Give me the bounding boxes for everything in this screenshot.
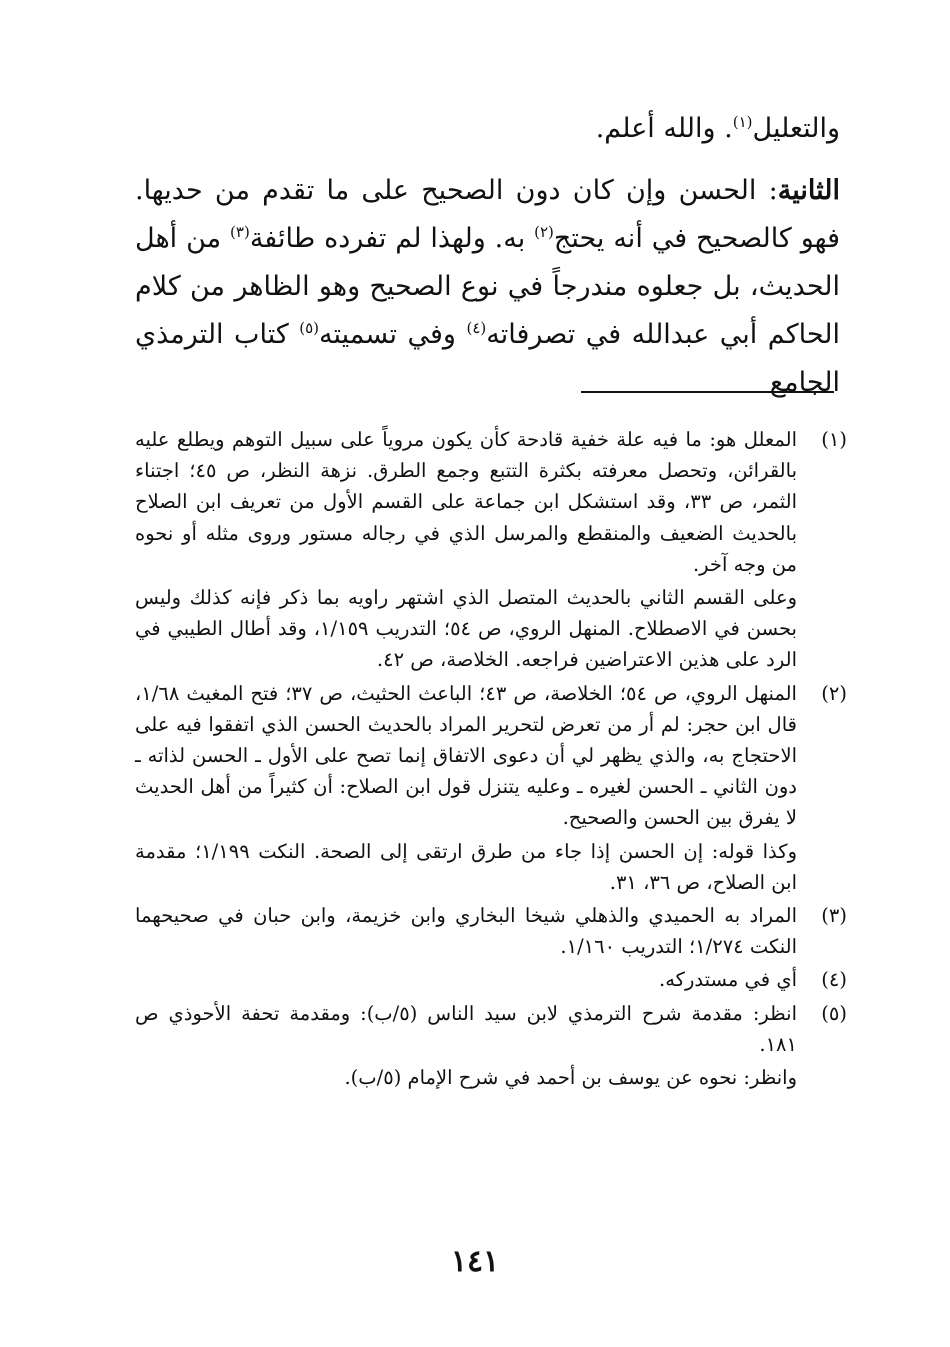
footnotes [135, 424, 847, 1095]
page-number: ١٤١ [450, 1244, 500, 1279]
footnote-2 [135, 678, 847, 898]
footnote-number: (١) [821, 428, 847, 451]
footnote-ref-4: (٤) [466, 319, 487, 337]
footnote-5 [135, 998, 847, 1094]
footnote-paragraph: انظر: مقدمة شرح الترمذي لابن سيد الناس (٥/ب): ومقدمة تحفة الأحوذي ص ١٨١. [135, 1001, 797, 1056]
paragraph-1-tail: . والله أعلم. [595, 113, 733, 144]
paragraph-2-lead: الثانية [777, 175, 840, 206]
footnote-paragraph: المعلل هو: ما فيه علة خفية قادحة كأن يكون مروياً على سبيل التوهم ويطلع عليه بالقرائن، وتحصل معرفته بكثرة التتبع وجمع الطرق. نزهة النظر، ص ٤٥؛ اجتناء الثمر، ص ٣٣، وقد استشكل ابن جماعة على القسم الأول من تعريف ابن الصلاح بالحديث الضعيف والمنقطع والمرسل الذي في رجاله مستور وروى مثله أو نحوه من وجه آخر. [135, 428, 797, 576]
footnote-paragraph: أي في مستدركه. [659, 968, 797, 992]
footnote-1 [135, 424, 847, 676]
paragraph-1 [135, 105, 840, 153]
footnote-number: (٥) [821, 1001, 847, 1025]
footnote-paragraph: المنهل الروي، ص ٥٤؛ الخلاصة، ص ٤٣؛ الباعث الحثيث، ص ٣٧؛ فتح المغيث ١/٦٨، قال ابن حجر: لم أر من تعرض لتحرير المراد بالحديث الحسن الذي اتفقوا فيه على الاحتجاج به، والذي يظهر لي أن دعوى الاتفاق إنما تصح على الأول ـ الحسن لذاته ـ دون الثاني ـ الحسن لغيره ـ وعليه يتنزل قول ابن الصلاح: أن كثيراً من أهل الحديث لا يفرق بين الحسن والصحيح. [135, 681, 797, 830]
footnote-paragraph: وعلى القسم الثاني بالحديث المتصل الذي اشتهر راويه بما ذكر فإنه كذلك وليس بحسن في الاصطلاح. المنهل الروي، ص ٥٤؛ التدريب ١/١٥٩، وقد أطال الطيبي في الرد على هذين الاعتراضين فراجعه. الخلاصة، ص ٤٢. [135, 586, 797, 672]
footnote-paragraph: وانظر: نحوه عن يوسف بن أحمد في شرح الإمام (٥/ب). [344, 1066, 797, 1090]
footnote-4 [135, 964, 847, 995]
footnote-ref-3: (٣) [230, 223, 250, 241]
footnote-ref-5: (٥) [299, 319, 320, 337]
paragraph-2 [135, 167, 840, 407]
footnote-separator [581, 391, 834, 393]
footnote-paragraph: وكذا قوله: إن الحسن إذا جاء من طرق ارتقى إلى الصحة. النكت ١/١٩٩؛ مقدمة ابن الصلاح، ص ٣٦، ٣١. [135, 839, 797, 894]
paragraph-2-text-b: به. ولهذا لم تفرده طائفة [249, 223, 535, 254]
paragraph-1-text: والتعليل [752, 113, 840, 144]
paragraph-2-text-e: كتاب الترمذي الجامع [135, 319, 840, 398]
paragraph-2-text-d: وفي تسميته [319, 319, 467, 350]
paragraph-2-text-c: من أهل الحديث، بل جعلوه مندرجاً في نوع الصحيح وهو الظاهر من كلام الحاكم أبي عبدالله في تصرفاته [135, 223, 840, 350]
footnote-number: (٣) [821, 904, 847, 928]
footnote-paragraph: المراد به الحميدي والذهلي شيخا البخاري وابن خزيمة، وابن حبان في صحيحهما النكت ١/٢٧٤؛ التدريب ١/١٦٠. [135, 904, 797, 959]
main-text [135, 105, 840, 407]
footnote-ref-2: (٢) [534, 223, 554, 241]
footnote-number: (٢) [821, 681, 847, 705]
footnote-ref-1: (١) [732, 113, 753, 131]
paragraph-2-text-a: : الحسن وإن كان دون الصحيح على ما تقدم من حديها. فهو كالصحيح في أنه يحتج [135, 175, 840, 254]
footnote-number: (٤) [821, 968, 847, 992]
footnote-3 [135, 900, 847, 962]
